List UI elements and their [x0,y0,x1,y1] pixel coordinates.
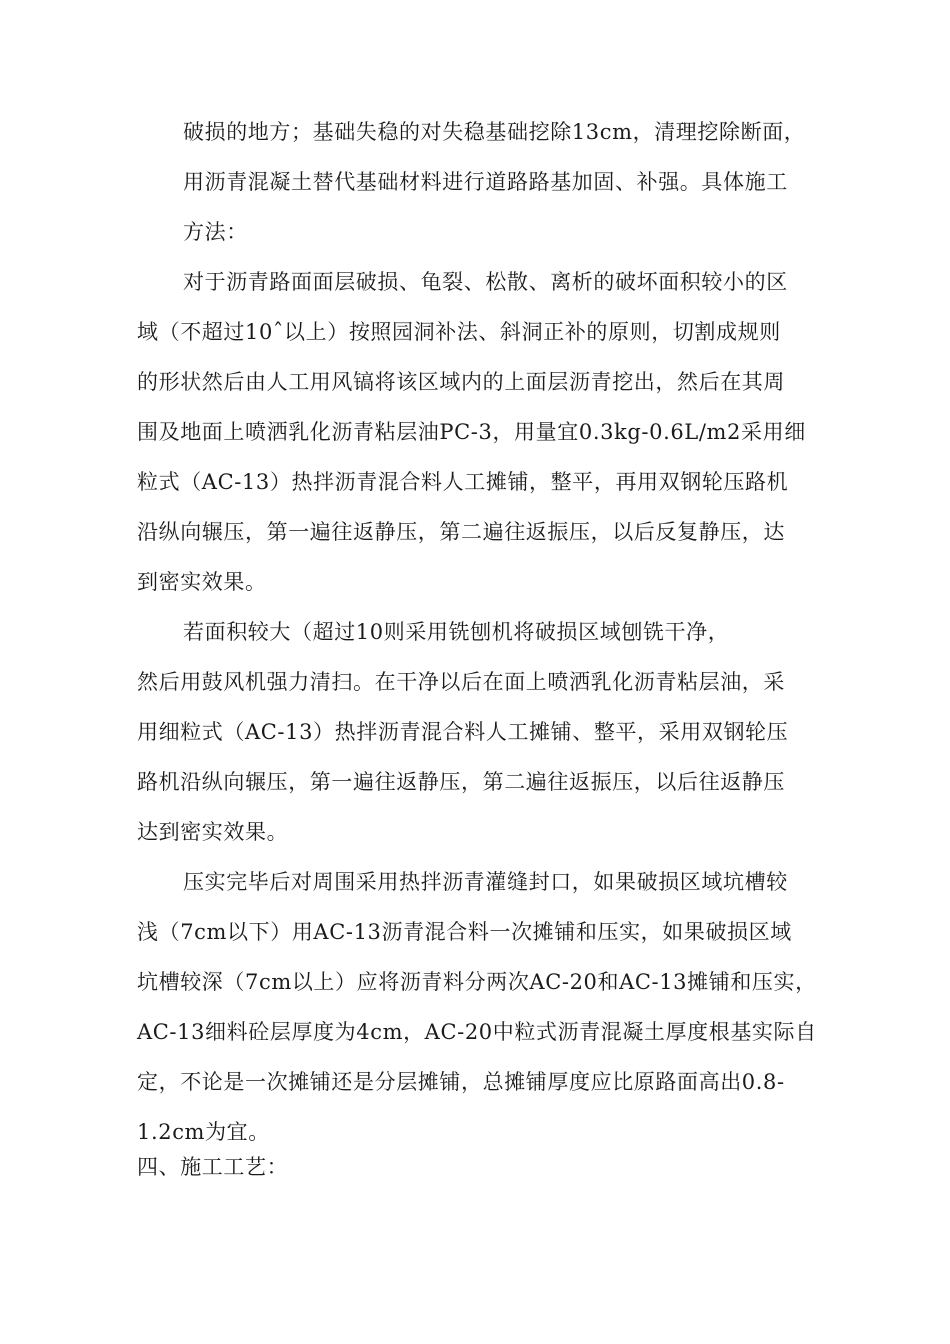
text-line: 域（不超过10ˆ以上）按照园洞补法、斜洞正补的原则，切割成规则 [137,320,781,344]
text-line: 1.2cm为宜。 [137,1120,270,1144]
text-line: 的形状然后由人工用风镐将该区域内的上面层沥青挖出，然后在其周 [137,370,785,394]
text-line: 浅（7cm以下）用AC-13沥青混合料一次摊铺和压实，如果破损区域 [137,920,792,944]
text-line: 沿纵向辗压，第一遍往返静压，第二遍往返振压，以后反复静压，达 [137,520,785,544]
text-line: 方法： [183,220,248,244]
text-line: AC-13细料砼层厚度为4cm，AC-20中粒式沥青混凝土厚度根基实际自 [137,1020,817,1044]
text-line: 粒式（AC-13）热拌沥青混合料人工摊铺，整平，再用双钢轮压路机 [137,470,789,494]
text-line: 若面积较大（超过10则采用铣刨机将破损区域刨铣干净， [183,620,730,644]
text-line: 围及地面上喷洒乳化沥青粘层油PC-3，用量宜0.3kg-0.6L/m2采用细 [137,420,806,444]
text-line: 定，不论是一次摊铺还是分层摊铺，总摊铺厚度应比原路面高出0.8- [137,1070,785,1094]
text-line: 到密实效果。 [137,570,267,594]
text-line: 用细粒式（AC-13）热拌沥青混合料人工摊铺、整平，采用双钢轮压 [137,720,789,744]
text-line: 用沥青混凝土替代基础材料进行道路路基加固、补强。具体施工 [183,170,788,194]
text-line: 路机沿纵向辗压，第一遍往返静压，第二遍往返振压，以后往返静压 [137,770,785,794]
text-line: 对于沥青路面面层破损、龟裂、松散、离析的破坏面积较小的区 [183,270,788,294]
text-line: 压实完毕后对周围采用热拌沥青灌缝封口，如果破损区域坑槽较 [183,870,788,894]
text-line: 达到密实效果。 [137,820,289,844]
section-heading: 四、施工工艺： [137,1155,289,1179]
text-line: 破损的地方；基础失稳的对失稳基础挖除13cm，清理挖除断面， [183,120,806,144]
text-line: 坑槽较深（7cm以上）应将沥青料分两次AC-20和AC-13摊铺和压实， [137,970,817,994]
text-line: 然后用鼓风机强力清扫。在干净以后在面上喷洒乳化沥青粘层油，采 [137,670,785,694]
